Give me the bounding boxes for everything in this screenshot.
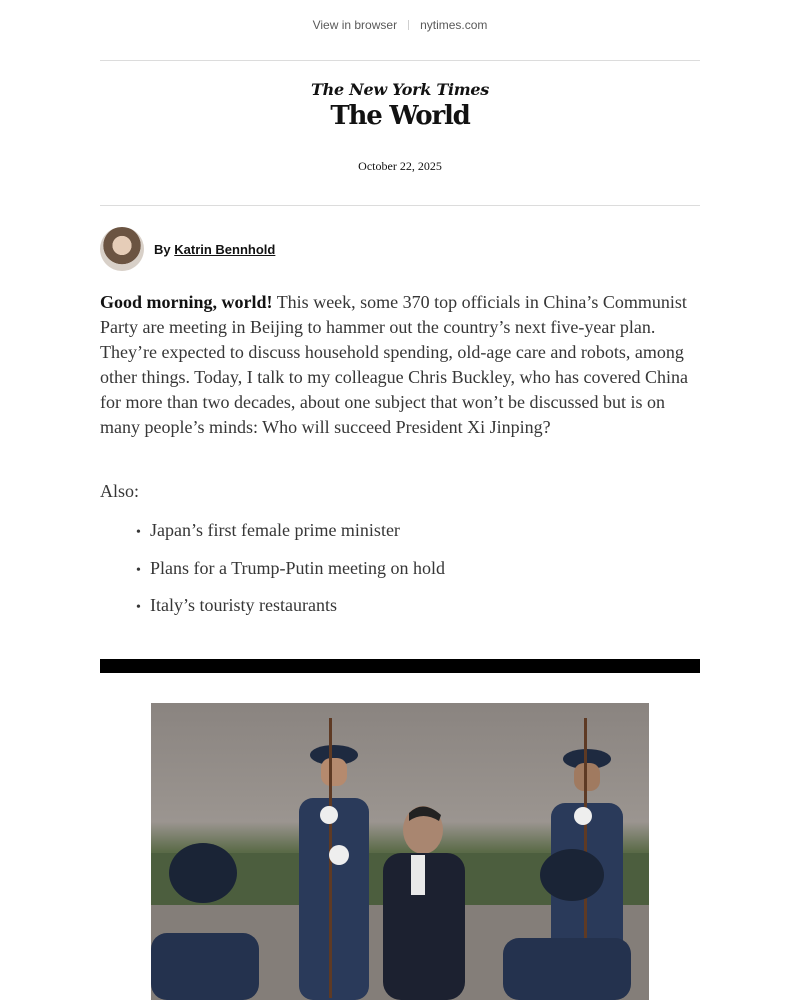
bullet-icon: • [136,562,141,578]
newsletter-date: October 22, 2025 [358,159,442,173]
byline-prefix: By [154,241,171,257]
author-link[interactable]: Katrin Bennhold [174,241,276,257]
intro-lead: Good morning, world! [100,292,273,312]
nytimes-link[interactable]: nytimes.com [420,18,488,32]
list-item[interactable] [136,520,445,558]
author-avatar [100,227,144,271]
list-item-text: Plans for a Trump-Putin meeting on hold [150,557,446,578]
divider [100,60,700,61]
newsletter-title: The World [330,101,470,131]
view-in-browser-link[interactable]: View in browser [312,18,398,32]
byline-text [154,242,275,257]
nyt-logo[interactable]: The New York Times [311,80,489,99]
list-item[interactable] [136,558,445,596]
top-links [0,0,800,50]
intro-text: This week, some 370 top officials in China’s Communist Party are meeting in Beijing to hammer out the country’s next five-year plan. They’re expected to discuss household spending, old-age care and robots, among other things. Today, I talk to my colleague Chris Buckley, who has covered China for more than two decades, about one subject that won’t be discussed but is on many people’s minds: Who will succeed President Xi Jinping? [100,292,688,437]
list-item-text: Japan’s first female prime minister [150,520,400,540]
divider [408,20,409,30]
masthead [100,80,700,131]
bullet-icon: • [136,525,141,540]
list-item[interactable] [136,595,445,633]
lead-photo[interactable] [151,703,649,1000]
intro-paragraph [100,290,700,440]
also-list [136,520,445,633]
also-label: Also: [100,481,140,501]
bullet-icon: • [136,600,141,615]
section-bar [100,659,700,673]
divider [100,205,700,206]
photo-illustration [151,703,649,1000]
list-item-text: Italy’s touristy restaurants [150,595,337,615]
byline [100,226,275,272]
